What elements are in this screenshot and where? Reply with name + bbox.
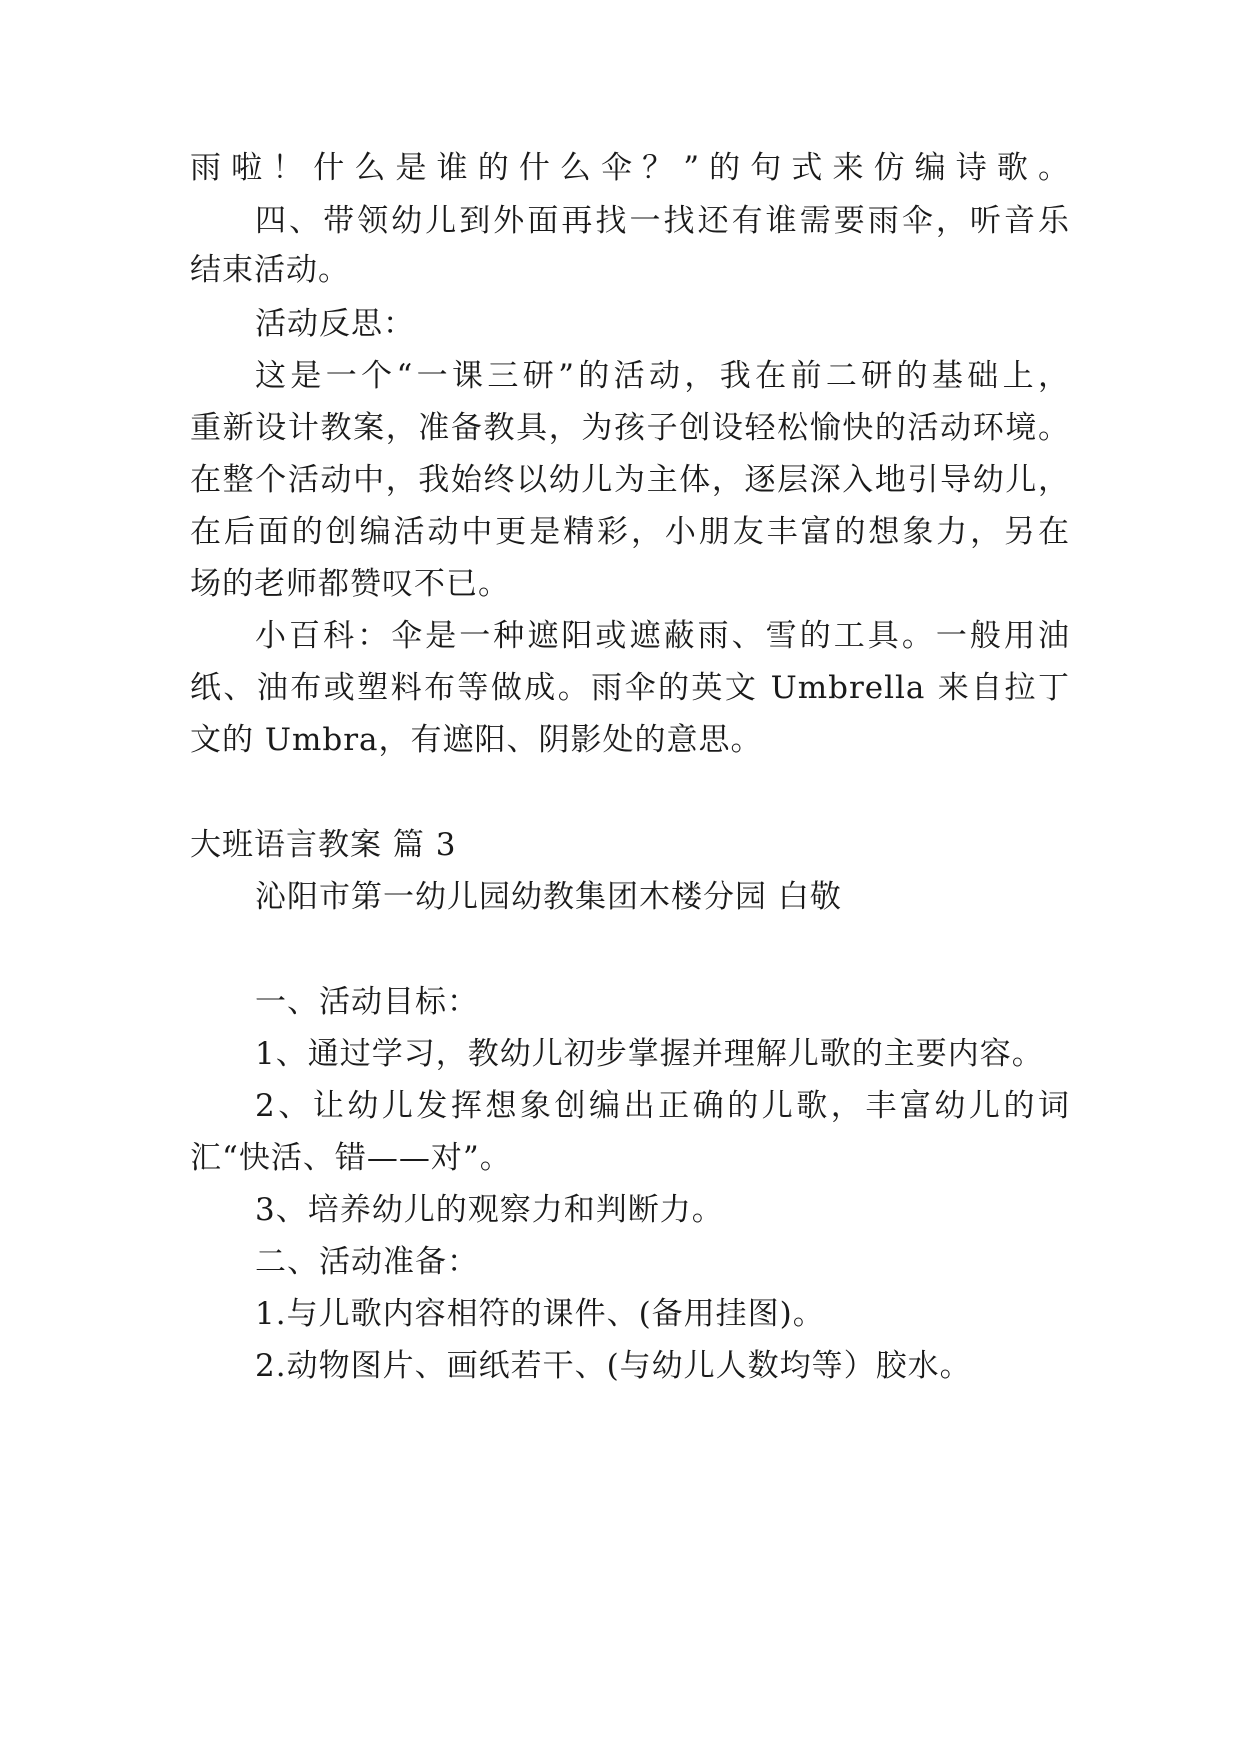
list-item: 1.与儿歌内容相符的课件、(备用挂图)。 [255,1296,825,1332]
list-item: 2、让幼儿发挥想象创编出正确的儿歌，丰富幼儿的词 [255,1088,1070,1124]
text-line: 四、带领幼儿到外面再找一找还有谁需要雨伞，听音乐 [255,203,1070,239]
text-line: 文的 Umbra，有遮阳、阴影处的意思。 [190,722,763,758]
text-line: 结束活动。 [190,252,350,288]
text-line: 汇“快活、错——对”。 [190,1140,512,1176]
text-line: 重新设计教案，准备教具，为孩子创设轻松愉快的活动环境。 [190,410,1070,446]
section-heading: 大班语言教案 篇 3 [190,827,457,863]
list-item: 3、培养幼儿的观察力和判断力。 [255,1192,724,1228]
section-label: 活动反思： [255,306,415,342]
list-item: 2.动物图片、画纸若干、(与幼儿人数均等）胶水。 [255,1348,972,1384]
text-line: 小百科：伞是一种遮阳或遮蔽雨、雪的工具。一般用油 [255,618,1070,654]
section-label: 二、活动准备： [255,1244,479,1280]
section-label: 一、活动目标： [255,984,479,1020]
text-line: 雨啦！什么是谁的什么伞？”的句式来仿编诗歌。 [190,150,1070,186]
text-line: 在整个活动中，我始终以幼儿为主体，逐层深入地引导幼儿， [190,462,1070,498]
text-line: 场的老师都赞叹不已。 [190,566,510,602]
text-line: 这是一个“一课三研”的活动，我在前二研的基础上， [255,358,1070,394]
list-item: 1、通过学习，教幼儿初步掌握并理解儿歌的主要内容。 [255,1036,1044,1072]
author-line: 沁阳市第一幼儿园幼教集团木楼分园 白敬 [255,879,842,915]
text-line: 在后面的创编活动中更是精彩，小朋友丰富的想象力，另在 [190,514,1070,550]
text-line: 纸、油布或塑料布等做成。雨伞的英文 Umbrella 来自拉丁 [190,670,1070,706]
